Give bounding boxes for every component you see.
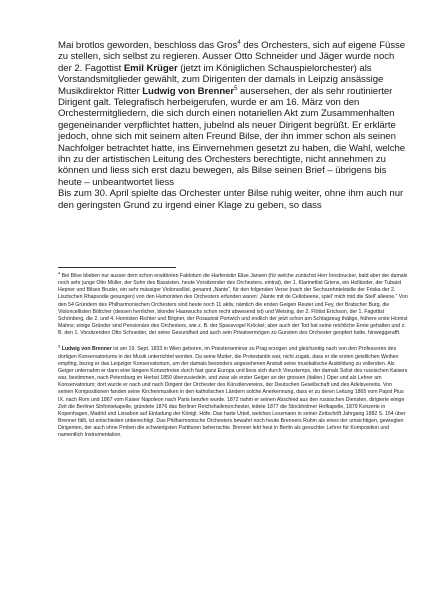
- footnote-4-number: 4: [58, 270, 61, 276]
- footnote-5: [58, 343, 408, 439]
- footnote-5-text: ist am 19. Sept. 1833 in Wien geboren, im Priesterseminar zu Prag erzogen und gleichzeitig nach von den Professoren des dortigen Konservatoriums in der Musik unterrichtet worden. Da seine Mutter, die Protestantin war, nicht zugab, dass er die ersten geistlichen Weihen empfing, bezog er das Leipziger Konservatorium, um der damals besonders angesehenen Anstalt seine musikalische Ausbildung zu vollenden. Als Geiger unternahm er dann eine längere Konzertreise durch fast ganz Europa und liess sich durch Vieuxtemps, der damals Solist des russischen Kaisers war, bestimmen, nach Petersburg im Herbst 1850 überzusiedeln. und zwar als erster Geiger an der grossen (italien.) Oper und als Lehrer am Konservatorium; dort wurde er nach und nach Dirigent der Orchester des Künstlervereins, der Deutschen Gesellschaft und des Adelsvereins. Von seinen Kompositionen fanden seine Kirchenmusiken in den katholischen Ländern solche Anerkennung, dass er zu deren Leitung 1865 vom Papst Pius IX. nach Rom und 1867 vom Kaiser Napoleon nach Paris berufen wurde. 1872 nahm er seinen Abschied aus den russischen Diensten, dirigierte einige Zeit die Berliner Sinfoniekapelle, gründete 1876 das Berliner Reichshallenorchester, leitete 1877 die Stockholmer Hofkapelle, 1879 Konzerte in Kopenhagen, Madrid und Lissabon auf Einladung der Königl. Höfe. Das harte Urteil, welches Lessmann in seiner Zeitschrift Jahrgang 1882 S. 154 über Brenner fällt, ist entschieden unberechtigt. Das Philharmonische Orchesters bewahrt noch heute Brenners Ruhm als eines der umsichtigen, gewiegten Dirigenten, der auch ohne Proben die schwierigsten Partituren beherrschte. Brenner lebt heut in Berlin als gesuchter Lehrer für Komposition und namentlich Instrumentation.: [58, 346, 408, 439]
- main-text-segment-2: des Orchesters, sich auf eigene Füsse zu stellen, sich selbst zu regieren. Ausser Otto Schneider und Jäger wurde noch der 2. Fagottist: [58, 40, 406, 74]
- footnote-ref-4[interactable]: 4: [237, 39, 241, 46]
- main-text-segment-3: (jetzt im Königlichen Schauspielorchester) als Vorstandsmitglieder gewählt, zum Dirigenten der damals in Leipzig ansässige Musikdirektor Ritter: [58, 62, 384, 97]
- name-ludwig-von-brenner: Ludwig von Brenner: [142, 85, 235, 97]
- name-emil-krueger: Emil Krüger: [123, 62, 178, 74]
- footnote-4-text: Bei Bilse blieben nur ausser dem schon erwähnten Faktotum die Harfenistin Elise Jansen (für welche zunächst Herr Innsbrucker, bald aber der damals noch sehr junge Otto Müller, der Sohn des Bassisten, heute Vorsitzender des Orchesters, eintrat), der 1. Klarinettist Griens, ein Holländer, der Tubaist Hepner und Bilses Bruder, ein sehr mässiger Violoncellist, genannt „Nante“, für den folgenden Verse (nach der Sechszehntelstelle der Friska der 2. Lisztschen Rhapsodie gesungen) von den Humoristen des Orchesters erfunden waren: „Nante mit de Cellobeene, spiel' mich mid die Stell' alleene.“ Von den 54 Gründern des Philharmonischen Orchesters sind heute noch 11 aktiv, nämlich die ersten Geigen Reuter und Fey, der Bratscher Burg, die Violoncellisten Böttcher (dessen herrlicher, blonder Haarwuchs schon recht abwesend ist) und Weising, der 2. Flötist Erichson, der 1. Fagottist Schönberg, die 2. und 4. Hornisten Richter und Bögner, der Posaunist Portwich und endlich der jetzt schon am Schlagzeug thätige, frühere erste Hornist Mahns; einige Gründer sind Pensionäre des Orchesters, wie z. B. der Spassvogel Kröckel; aber auch der Tod hat seine reichliche Ernte gehalten und z. B. den 1. Vorsitzenden Otto Schneider, der seine Gesundheit und auch sein Privatvermögen zu Gunsten des Orchester geopfert hatte, hinweggerafft.: [58, 273, 408, 337]
- footnote-5-name: Ludwig von Brenner: [61, 346, 112, 353]
- footnote-4: [58, 270, 408, 337]
- main-text-segment-5: Bis zum 30. April spielte das Orchester unter Bilse ruhig weiter, ohne ihm auch nur den geringsten Grund zu irgend einer Klage zu geben, so dass: [58, 188, 404, 211]
- main-text-segment-1: Mai brotlos geworden, beschloss das Gros: [58, 40, 238, 51]
- footnotes-section: [58, 270, 408, 448]
- main-body-text: [58, 40, 408, 211]
- footnote-5-number: 5: [58, 343, 61, 349]
- main-text-segment-4: ausersehen, der als sehr routinierter Dirigent galt. Telegrafisch herbeigerufen, wurde er am 16. März von den Orchestermitgliedern, die sich durch einen notariellen Akt zum Zusammenhalten gegeneinander verpflichtet hatten, jubelnd als neuer Dirigent begrüßt. Er erklärte jedoch, ohne sich mit seinem alten Freund Bilse, der ihn immer schon als seinen Nachfolger betrachtet hatte, ins Einvernehmen gesetzt zu haben, die Wahl, welche ihn zu der artistischen Leitung des Orchesters berechtigte, nicht annehmen zu können und liess sich erst dazu bewegen, als Bilse seinen Brief – übrigens bis heute – unbeantwortet liess: [58, 85, 406, 188]
- footnote-separator: [58, 267, 176, 268]
- document-page: [58, 40, 408, 211]
- footnote-ref-5[interactable]: 5: [234, 85, 238, 92]
